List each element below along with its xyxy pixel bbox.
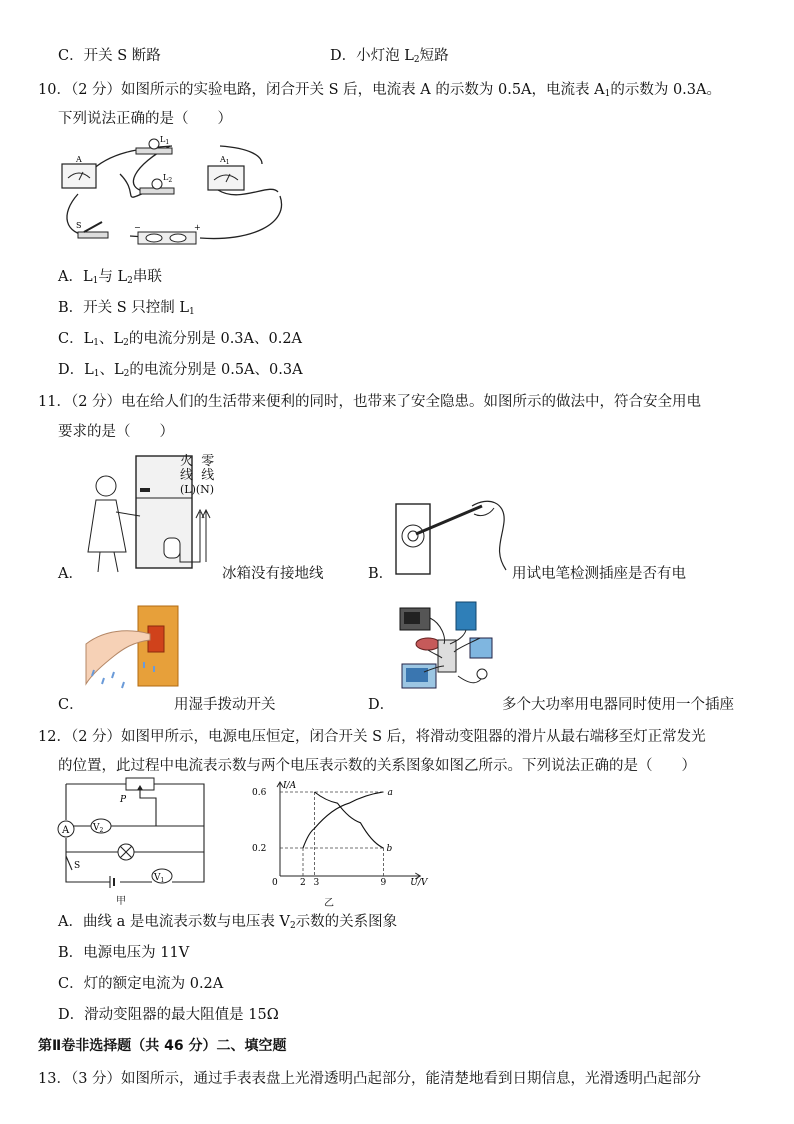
test-pen-illustration xyxy=(394,496,514,580)
svg-text:L2: $L_2$ xyxy=(163,173,173,184)
q12-iv-graph xyxy=(250,776,428,908)
ammeter-symbol xyxy=(58,821,74,837)
q10-stem-line1: 10．（2 分）如图所示的实验电路，闭合开关 S 后，电流表 A 的示数为 0.5A，电流表 $A_1$的示数为 0.3A。 xyxy=(38,82,721,99)
series-a-label: a xyxy=(387,788,393,798)
q12-stem-line1: 12．（2 分）如图甲所示，电源电压恒定，闭合开关 S 后，将滑动变阻器的滑片从最右端移至灯正常发光 xyxy=(38,729,706,745)
svg-text:V2: $V_2$ xyxy=(93,823,104,834)
series-b-curve xyxy=(315,792,384,848)
q9-option-c: C．开关 S 断路 xyxy=(58,48,161,64)
battery-icon xyxy=(134,223,201,244)
svg-text:L1: $L_1$ xyxy=(160,135,170,146)
q11-option-d-letter[interactable]: D． xyxy=(368,697,395,713)
overloaded-socket-illustration xyxy=(394,594,504,698)
x-tick-label: 2 xyxy=(300,878,306,888)
svg-text:A: A xyxy=(62,825,70,836)
series-a-curve xyxy=(303,792,384,848)
q10-option-a[interactable]: A．$L_1$与 $L_2$串联 xyxy=(58,269,162,286)
y-tick-label: 0.6 xyxy=(252,788,267,798)
svg-text:V1: $V_1$ xyxy=(154,873,165,884)
svg-text:S: S xyxy=(76,221,82,230)
live-neutral-labels: 火 零 线 线 (L)(N) xyxy=(180,454,215,496)
svg-text:A1: $A_1$ xyxy=(220,155,230,166)
svg-text:S: S xyxy=(74,861,81,871)
q11-stem-line1: 11．（2 分）电在给人们的生活带来便利的同时，也带来了安全隐患。如图所示的做法中，符合安全用电 xyxy=(38,394,702,410)
ammeter-a-icon xyxy=(62,155,96,188)
wet-hand-switch-illustration xyxy=(84,600,180,696)
switch-s-icon xyxy=(76,221,108,238)
q11-option-a-text: 冰箱没有接地线 xyxy=(222,566,324,582)
q11-option-c-text: 用湿手拨动开关 xyxy=(174,697,276,713)
q13-stem-line1: 13．（3 分）如图所示，通过手表表盘上光滑透明凸起部分，能清楚地看到日期信息，光滑透明凸起部分 xyxy=(38,1071,702,1087)
q12-option-d[interactable]: D．滑动变阻器的最大阻值是 15Ω xyxy=(58,1007,279,1023)
q10-stem-line2: 下列说法正确的是（ ） xyxy=(58,111,232,127)
graph-caption-yi: 乙 xyxy=(324,898,334,909)
voltmeter-v2-symbol xyxy=(91,819,111,834)
lamp-l1-icon xyxy=(136,135,172,154)
series-b-label: b xyxy=(386,844,393,854)
q11-option-c-letter[interactable]: C． xyxy=(58,697,84,713)
q12-option-a[interactable]: A．曲线 a 是电流表示数与电压表 $V_2$示数的关系图象 xyxy=(58,914,398,931)
svg-text:−: − xyxy=(134,223,141,232)
q12-stem-line2: 的位置，此过程中电流表示数与两个电压表示数的关系图象如图乙所示。下列说法正确的是（ ） xyxy=(58,758,696,774)
section-2-heading: 第Ⅱ卷非选择题（共 46 分）二、填空题 xyxy=(38,1038,287,1054)
y-axis xyxy=(277,782,283,876)
q11-option-a-letter[interactable]: A． xyxy=(58,566,83,582)
q11-option-b-text: 用试电笔检测插座是否有电 xyxy=(512,566,686,582)
x-axis-label: U/V xyxy=(410,878,428,888)
q11-stem-line2: 要求的是（ ） xyxy=(58,424,174,440)
svg-text:A: A xyxy=(76,155,82,164)
ammeter-a1-icon xyxy=(208,155,244,190)
y-tick-label: 0.2 xyxy=(252,844,267,854)
svg-text:+: + xyxy=(194,223,201,232)
q12-option-b[interactable]: B．电源电压为 11V xyxy=(58,945,190,961)
q11-option-b-letter[interactable]: B． xyxy=(368,566,394,582)
q11-option-d-text: 多个大功率用电器同时使用一个插座 xyxy=(502,697,734,713)
x-tick-label: 0 xyxy=(272,878,278,888)
voltmeter-v1-symbol xyxy=(152,869,172,884)
q10-option-c[interactable]: C．$L_1$、$L_2$的电流分别是 0.3A、0.2A xyxy=(58,331,303,348)
q12-option-c[interactable]: C．灯的额定电流为 0.2A xyxy=(58,976,224,992)
x-tick-label: 3 xyxy=(313,878,320,888)
q12-circuit-diagram xyxy=(46,774,220,892)
q9-option-d: D．小灯泡 $L_2$短路 xyxy=(330,48,449,65)
svg-text:P: P xyxy=(120,795,127,805)
q10-option-b[interactable]: B．开关 S 只控制 $L_1$ xyxy=(58,300,195,317)
lamp-symbol xyxy=(118,844,134,860)
q10-circuit-figure xyxy=(50,134,300,252)
q10-option-d[interactable]: D．$L_1$、$L_2$的电流分别是 0.5A、0.3A xyxy=(58,362,303,379)
lamp-l2-icon xyxy=(140,173,174,194)
x-tick-label: 9 xyxy=(380,878,387,888)
circuit-caption-jia: 甲 xyxy=(116,896,126,907)
y-axis-label: I/A xyxy=(283,781,297,791)
